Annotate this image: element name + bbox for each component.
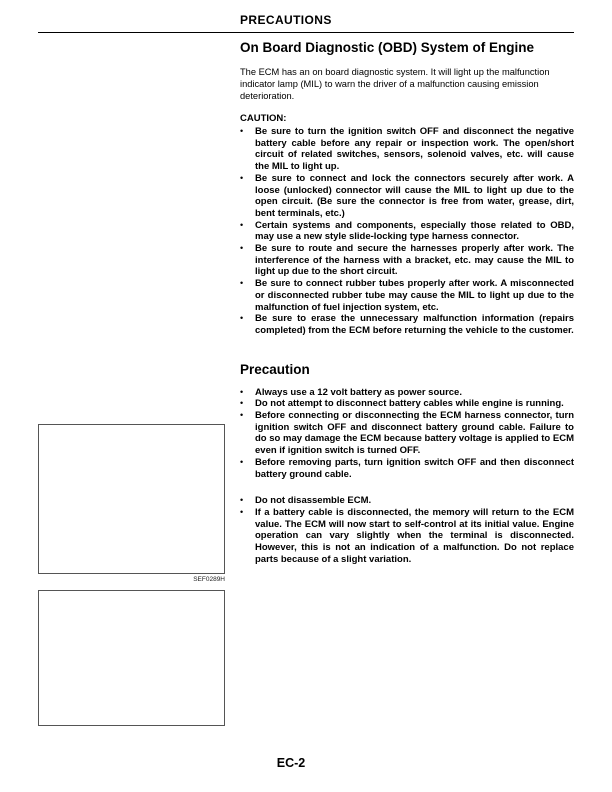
caution-item-text: Be sure to connect rubber tubes properly after work. A misconnected or disconnected rubber tube may cause the MIL to light up due to the malfunction of fuel injection system, etc. — [255, 278, 574, 313]
precaution-item — [240, 387, 574, 399]
bullet-marker: • — [240, 219, 244, 230]
caution-item-text: Certain systems and components, especially those related to OBD, may use a new style slide-locking type harness connector. — [255, 219, 574, 243]
figure-placeholder-2 — [38, 590, 225, 726]
precaution-item — [240, 495, 574, 507]
bullet-marker: • — [240, 278, 244, 289]
bullet-marker: • — [240, 398, 244, 409]
bullet-marker: • — [240, 126, 244, 136]
caution-item — [240, 278, 574, 313]
precaution-item-text: Always use a 12 volt battery as power source. — [255, 386, 462, 398]
obd-intro-paragraph: The ECM has an on board diagnostic system. It will light up the malfunction indicator lamp (MIL) to warn the driver of a malfunction causing emission deterioration. — [240, 67, 550, 101]
precaution-item — [240, 410, 574, 457]
precaution-item — [240, 398, 574, 410]
precaution-item-text: If a battery cable is disconnected, the memory will return to the ECM value. The ECM will now start to self-control at its initial value. Engine operation can vary slightly when the terminal is disconnected. However, this is not an indication of a malfunction. Do not replace parts because of a slight variation. — [255, 506, 574, 565]
caution-item-text: Be sure to turn the ignition switch OFF and disconnect the negative battery cable before any repair or inspection work. The open/short circuit of related switches, sensors, solenoid valves, etc. will cause the MIL to light up. — [255, 126, 574, 173]
bullet-marker: • — [240, 172, 244, 183]
bullet-marker: • — [240, 386, 244, 397]
page-footer — [0, 756, 582, 770]
caution-item-text: Be sure to erase the unnecessary malfunction information (repairs completed) from the ECM before returning the vehicle to the customer. — [255, 313, 574, 336]
precaution-item-text: Before connecting or disconnecting the ECM harness connector, turn ignition switch OFF and disconnect battery ground cable. Failure to do so may damage the ECM because battery voltage is applied to ECM even if ignition switch is turned OFF. — [255, 410, 574, 457]
precaution-list-2 — [240, 495, 574, 565]
precaution-item — [240, 507, 574, 566]
bullet-marker: • — [240, 456, 244, 467]
caution-item — [240, 313, 574, 336]
bullet-marker: • — [240, 243, 244, 254]
caution-item — [240, 243, 574, 278]
bullet-marker: • — [240, 410, 244, 421]
content-column — [240, 38, 574, 566]
caution-item — [240, 126, 574, 173]
bullet-marker: • — [240, 495, 244, 506]
obd-section-title: On Board Diagnostic (OBD) System of Engine — [240, 40, 535, 55]
precaution-item-text: Do not attempt to disconnect battery cables while engine is running. — [255, 398, 564, 410]
caution-item-text: Be sure to route and secure the harnesses properly after work. The interference of the harness with a bracket, etc. may cause the MIL to light up due to the short circuit. — [255, 243, 574, 278]
precaution-item — [240, 457, 574, 480]
precaution-item-text: Before removing parts, turn ignition switch OFF and then disconnect battery ground cable. — [255, 456, 574, 480]
header-rule — [38, 32, 574, 33]
precaution-list-1 — [240, 387, 574, 481]
bullet-marker: • — [240, 313, 244, 324]
caution-label: CAUTION: — [240, 113, 287, 124]
figure-caption: SEF0289H — [193, 576, 225, 583]
page-header-title: PRECAUTIONS — [240, 13, 332, 27]
caution-item — [240, 220, 574, 243]
precaution-section-title: Precaution — [240, 361, 310, 377]
page-number: EC-2 — [276, 756, 306, 770]
caution-item-text: Be sure to connect and lock the connectors securely after work. A loose (unlocked) connector will cause the MIL to light up due to the open circuit. (Be sure the connector is free from water, grease, dirt, bent terminals, etc.) — [255, 172, 574, 219]
figure-placeholder-1 — [38, 424, 225, 574]
precaution-item-text: Do not disassemble ECM. — [255, 495, 372, 507]
bullet-marker: • — [240, 506, 244, 517]
caution-list — [240, 126, 574, 337]
caution-item — [240, 173, 574, 220]
